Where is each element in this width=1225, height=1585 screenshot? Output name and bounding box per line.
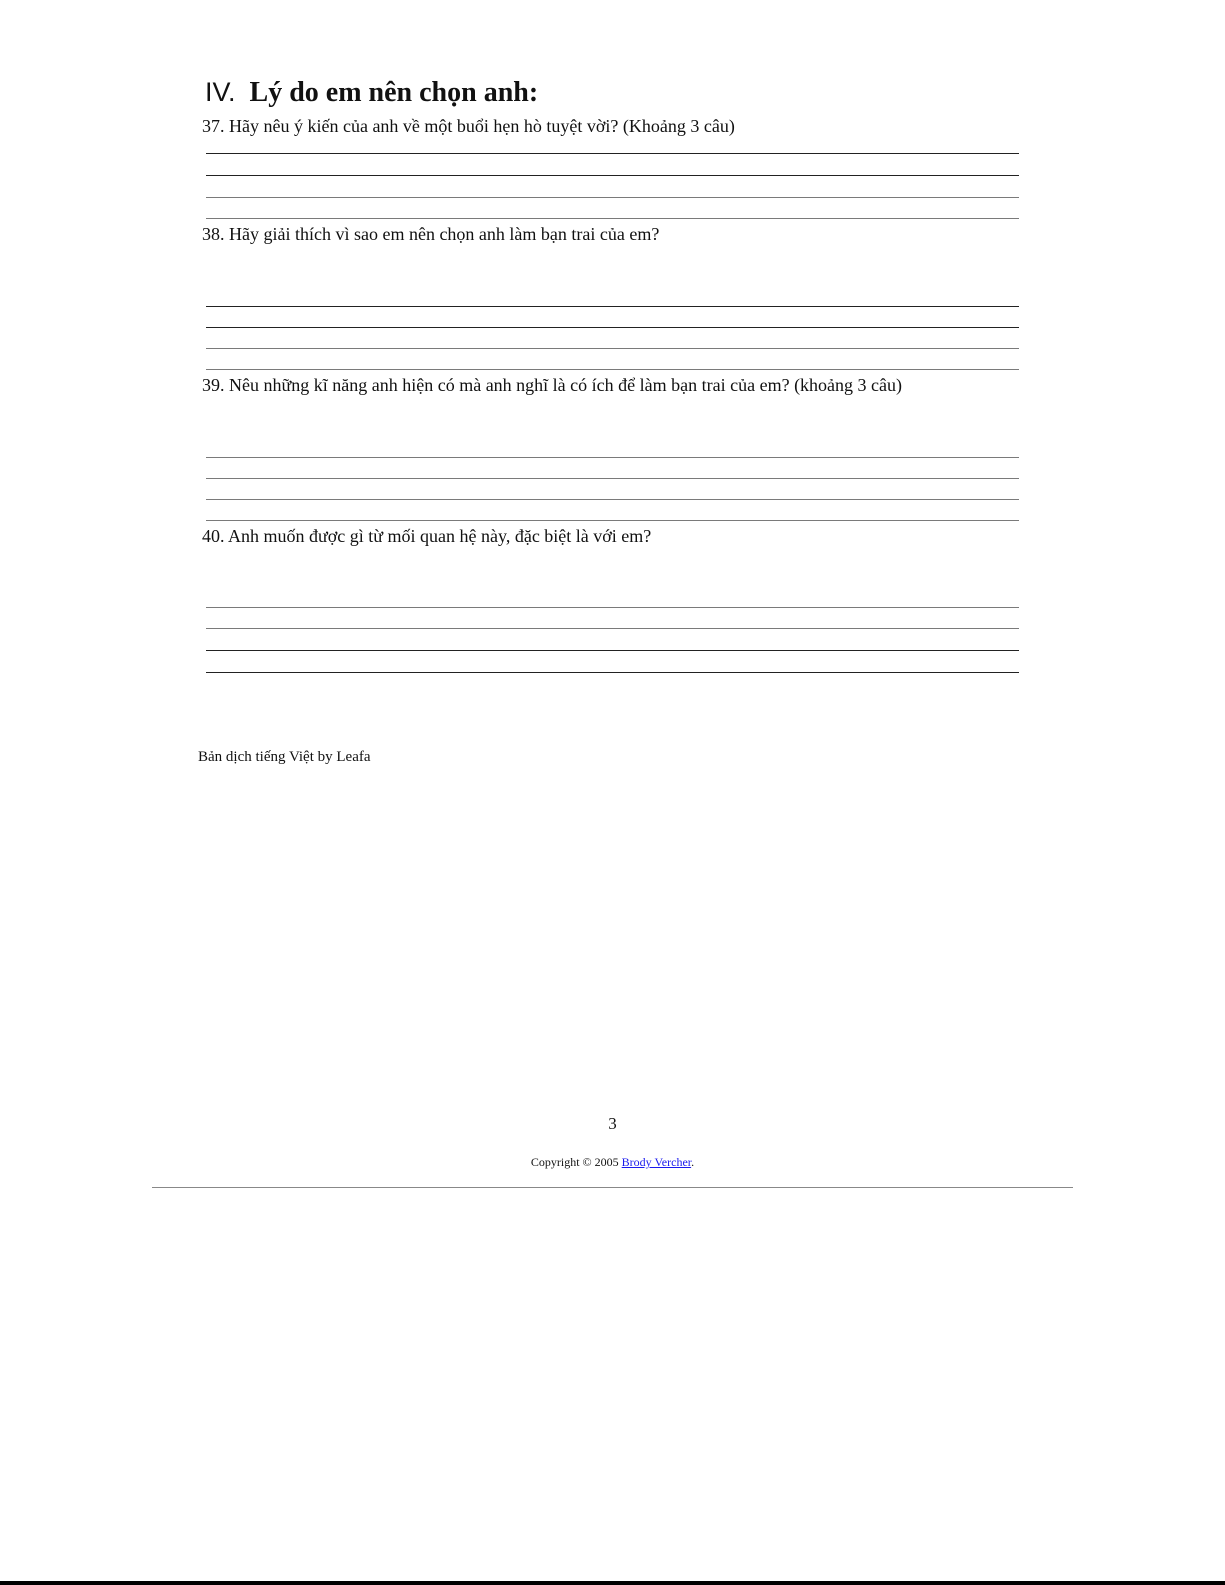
- page-bottom-edge: [0, 1581, 1225, 1585]
- answer-line-37-4[interactable]: [206, 218, 1019, 219]
- copyright-prefix: Copyright © 2005: [530, 1155, 619, 1169]
- section-heading: [205, 74, 538, 115]
- answer-line-39-2[interactable]: [206, 478, 1019, 479]
- answer-line-38-1[interactable]: [206, 306, 1019, 307]
- answer-line-39-3[interactable]: [206, 499, 1019, 500]
- author-link[interactable]: Brody Vercher: [621, 1155, 692, 1169]
- question-37: 37. Hãy nêu ý kiến của anh về một buổi hẹn hò tuyệt vời? (Khoảng 3 câu): [202, 116, 735, 136]
- answer-line-38-3[interactable]: [206, 348, 1019, 349]
- answer-line-40-1[interactable]: [206, 607, 1019, 608]
- copyright-suffix: .: [691, 1155, 695, 1169]
- answer-line-37-3[interactable]: [206, 197, 1019, 198]
- question-39: 39. Nêu những kĩ năng anh hiện có mà anh nghĩ là có ích để làm bạn trai của em? (khoảng 3 câu): [202, 375, 903, 395]
- section-number: IV.: [205, 77, 236, 107]
- translator-note: Bản dịch tiếng Việt by Leafa: [198, 749, 371, 765]
- answer-line-40-4[interactable]: [206, 672, 1019, 673]
- answer-line-39-1[interactable]: [206, 457, 1019, 458]
- question-38: 38. Hãy giải thích vì sao em nên chọn anh làm bạn trai của em?: [202, 224, 660, 244]
- copyright-line: [0, 1154, 1225, 1170]
- answer-line-38-2[interactable]: [206, 327, 1019, 328]
- answer-line-37-1[interactable]: [206, 153, 1019, 154]
- question-40: 40. Anh muốn được gì từ mối quan hệ này, đặc biệt là với em?: [202, 526, 652, 546]
- answer-line-40-2[interactable]: [206, 628, 1019, 629]
- answer-line-39-4[interactable]: [206, 520, 1019, 521]
- section-title: Lý do em nên chọn anh:: [249, 77, 539, 108]
- answer-line-37-2[interactable]: [206, 175, 1019, 176]
- answer-line-40-3[interactable]: [206, 650, 1019, 651]
- footer-divider: [152, 1187, 1073, 1188]
- answer-line-38-4[interactable]: [206, 369, 1019, 370]
- page-number: 3: [608, 1114, 617, 1133]
